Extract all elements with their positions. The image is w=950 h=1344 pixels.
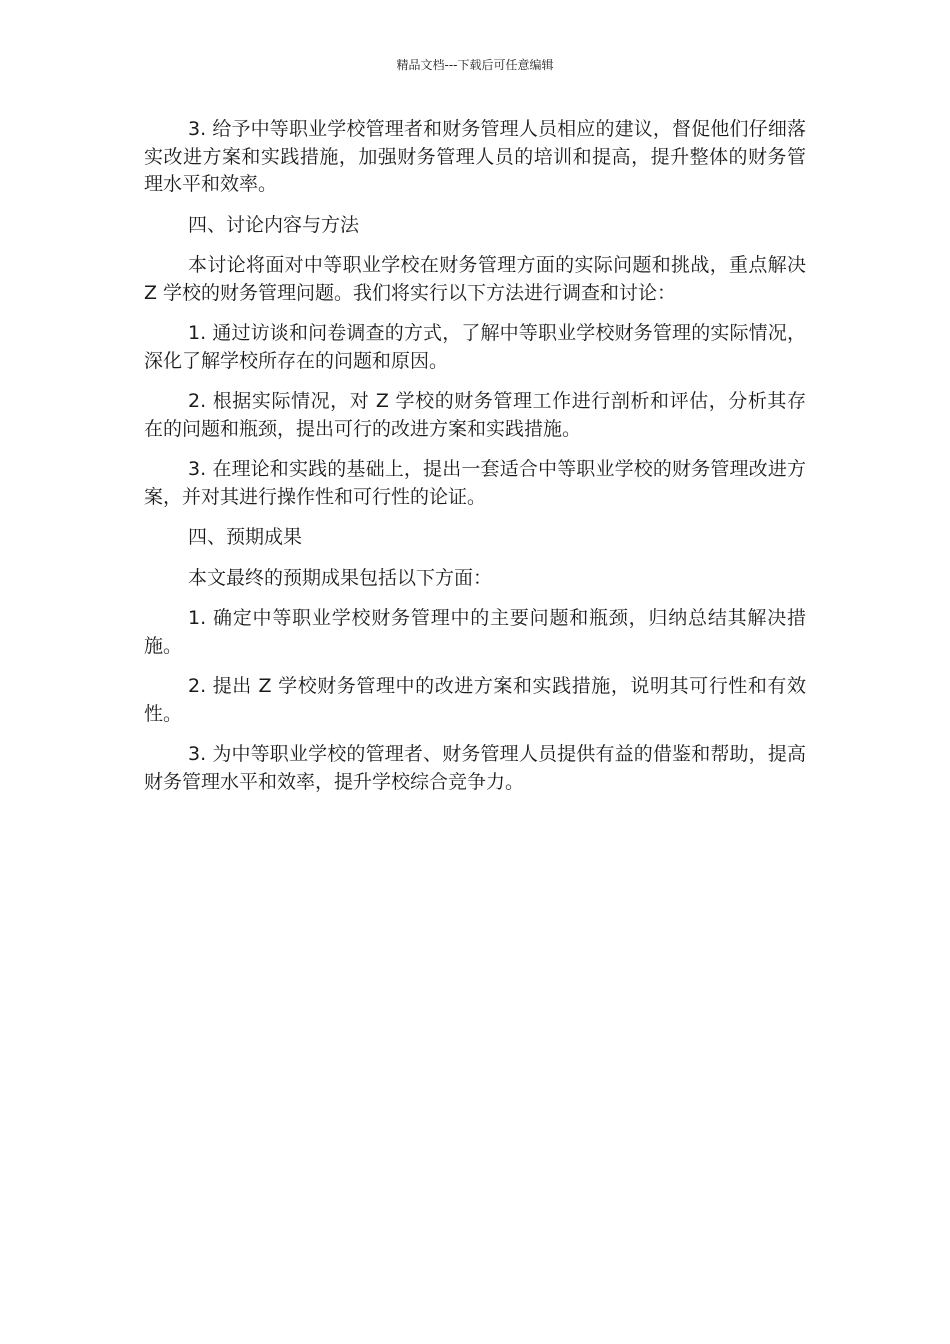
page-header: 精品文档---下载后可任意编辑 — [396, 58, 554, 72]
document-body — [144, 116, 806, 809]
method-item-2: 2. 根据实际情况，对 Z 学校的财务管理工作进行剖析和评估，分析其存在的问题和瓶颈，提出可行的改进方案和实践措施。 — [144, 390, 806, 440]
method-item-1: 1. 通过访谈和问卷调查的方式，了解中等职业学校财务管理的实际情况，深化了解学校所存在的问题和原因。 — [144, 322, 806, 372]
result-item-3: 3. 为中等职业学校的管理者、财务管理人员提供有益的借鉴和帮助，提高财务管理水平和效率，提升学校综合竞争力。 — [144, 743, 806, 793]
section-heading-discussion: 四、讨论内容与方法 — [188, 213, 360, 236]
method-item-3: 3. 在理论和实践的基础上，提出一套适合中等职业学校的财务管理改进方案，并对其进行操作性和可行性的论证。 — [144, 458, 806, 508]
paragraph-1: 3. 给予中等职业学校管理者和财务管理人员相应的建议，督促他们仔细落实改进方案和实践措施，加强财务管理人员的培训和提高，提升整体的财务管理水平和效率。 — [144, 118, 806, 195]
result-item-2: 2. 提出 Z 学校财务管理中的改进方案和实践措施，说明其可行性和有效性。 — [144, 675, 806, 725]
paragraph-results-intro: 本文最终的预期成果包括以下方面： — [188, 566, 493, 589]
section-heading-results: 四、预期成果 — [188, 526, 303, 548]
paragraph-intro: 本讨论将面对中等职业学校在财务管理方面的实际问题和挑战，重点解决 Z 学校的财务管理问题。我们将实行以下方法进行调查和讨论： — [144, 254, 806, 304]
result-item-1: 1. 确定中等职业学校财务管理中的主要问题和瓶颈，归纳总结其解决措施。 — [144, 607, 806, 657]
